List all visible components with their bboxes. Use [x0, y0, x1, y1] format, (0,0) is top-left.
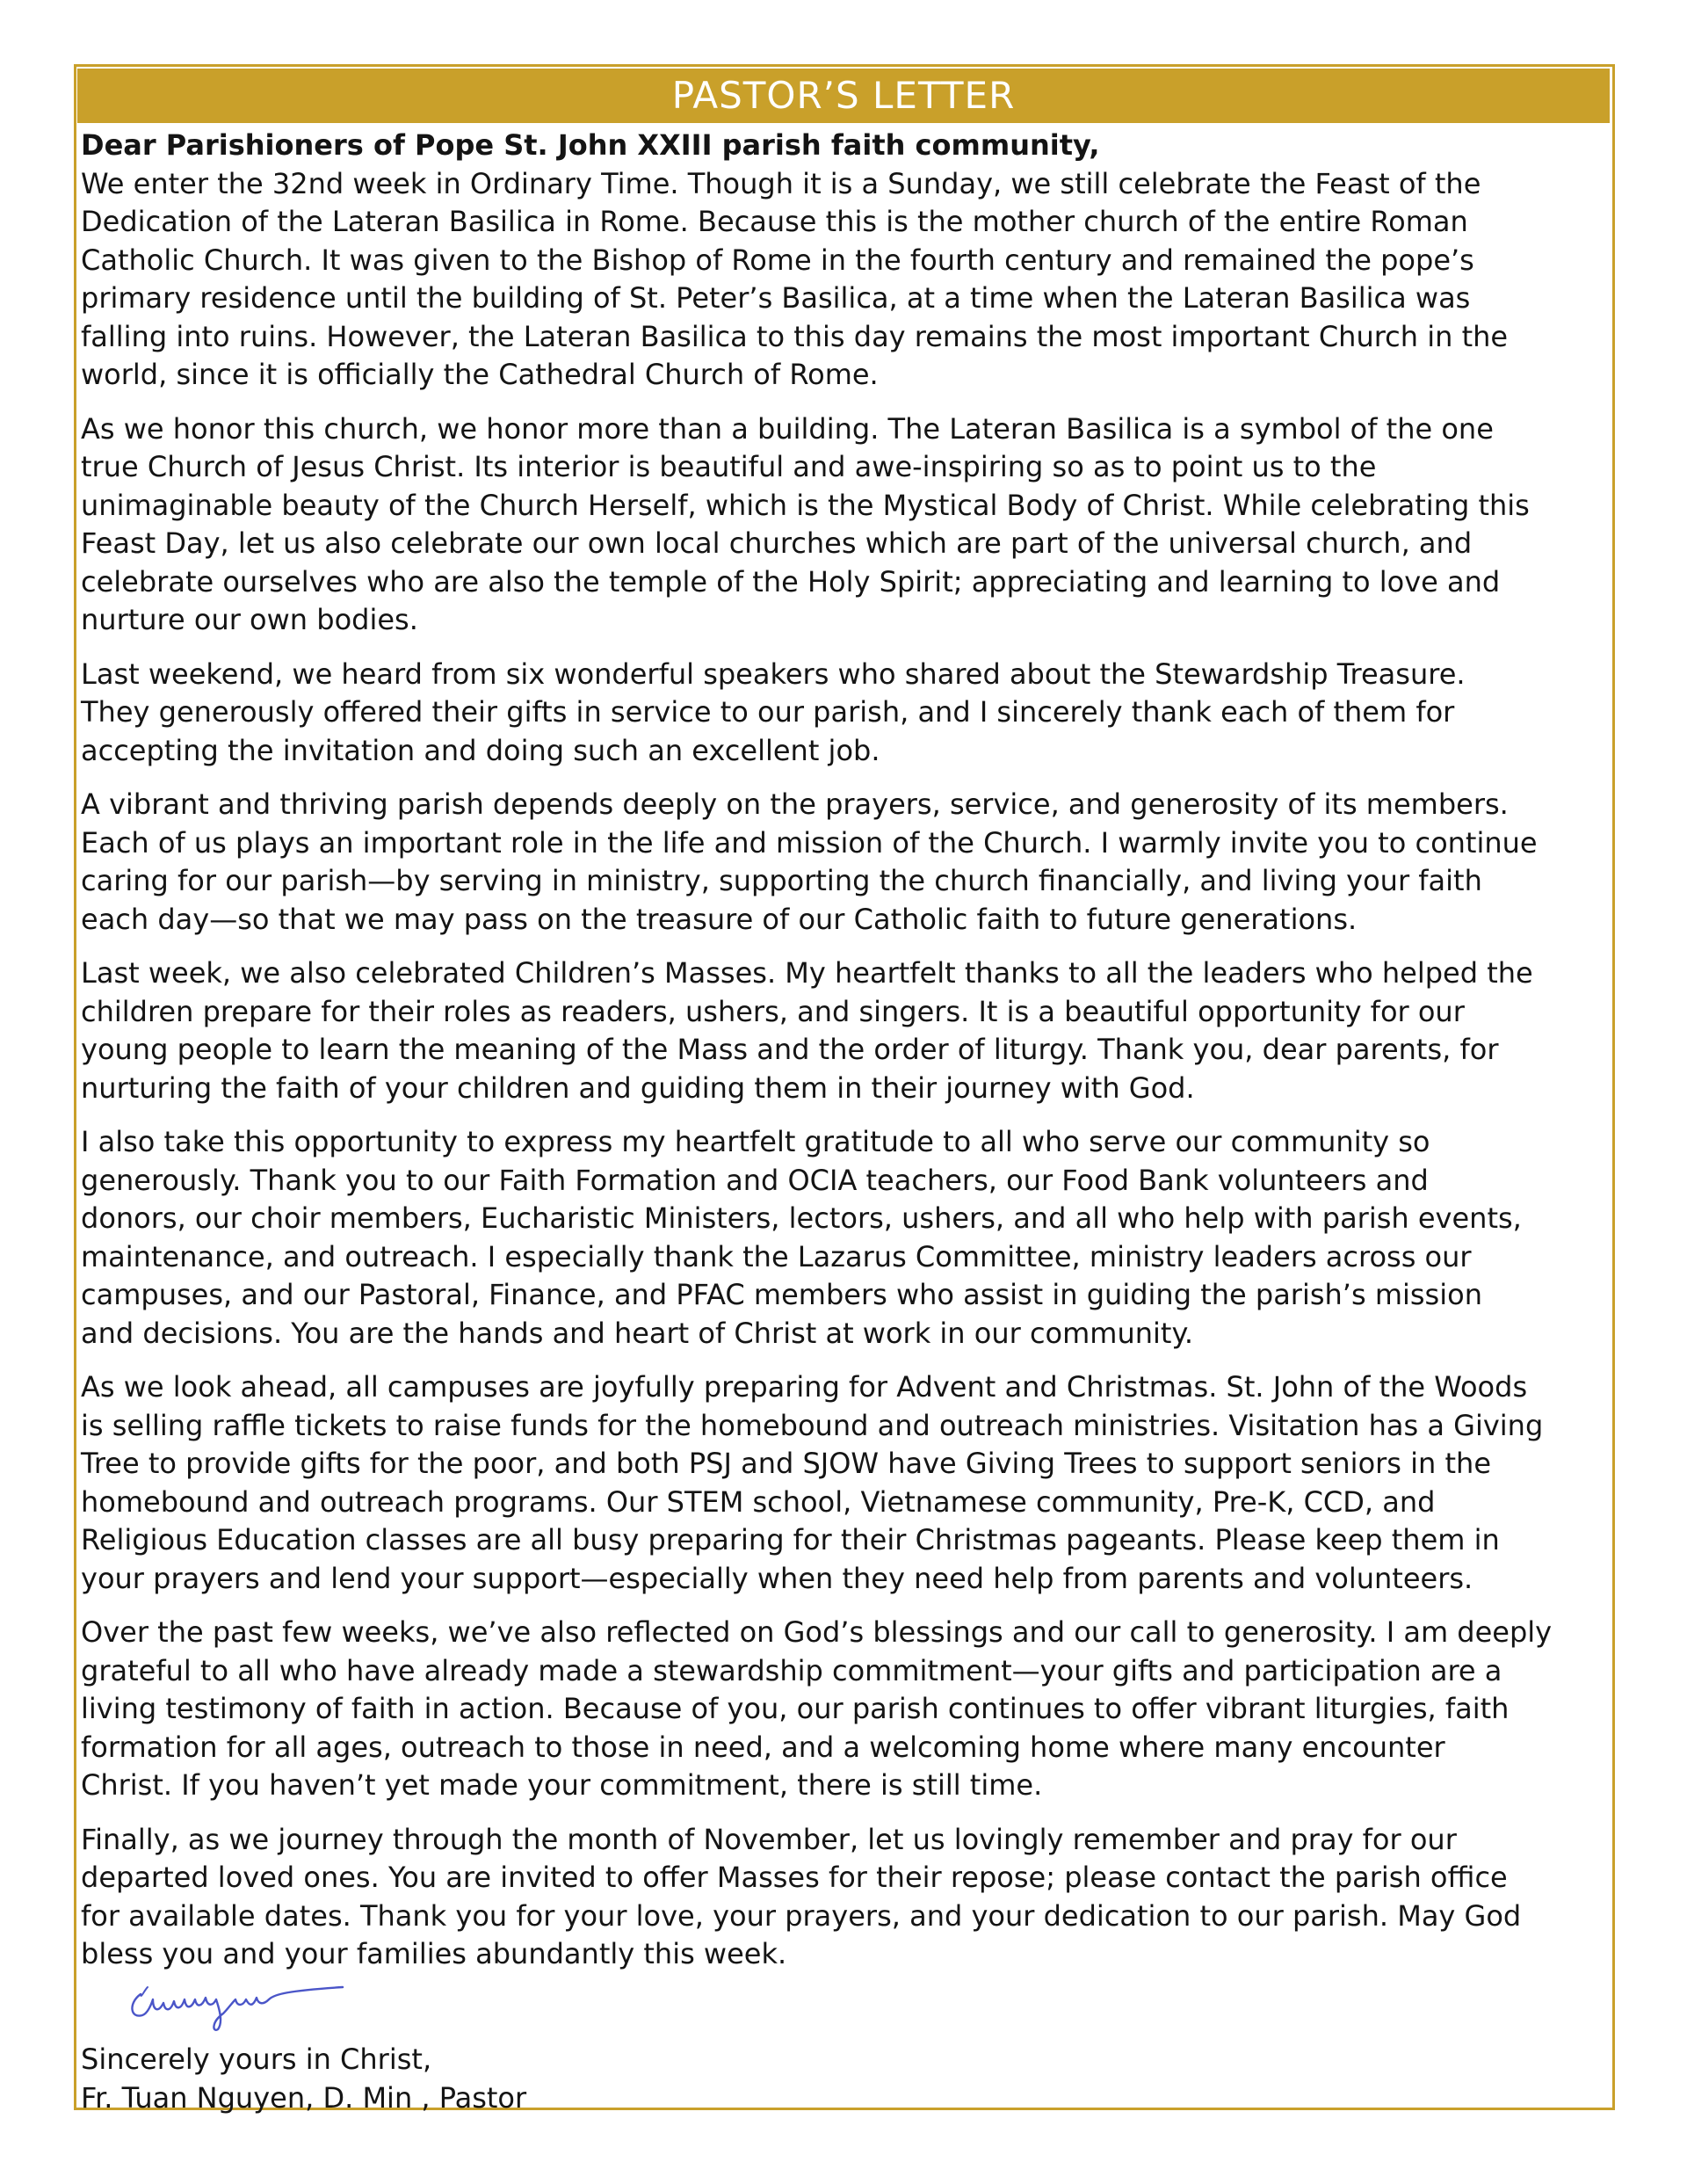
signature-image	[121, 1964, 350, 2035]
paragraph: A vibrant and thriving parish depends deeply on the prayers, service, and generosity of its members. Each of us plays an important role in the life and mission of the Church. I warmly invite you to continue caring for our parish—by serving in ministry, supporting the church financially, and living your faith each day—so that we may pass on the treasure of our Catholic faith to future generations.	[81, 787, 1538, 936]
paragraph: I also take this opportunity to express my heartfelt gratitude to all who serve our community so generously. Thank you to our Faith Formation and OCIA teachers, our Food Bank volunteers and donors, our choir members, Eucharistic Ministers, lectors, ushers, and all who help with parish events, maintenance, and outreach. I especially thank the Lazarus Committee, ministry leaders across our campuses, and our Pastoral, Finance, and PFAC members who assist in guiding the parish’s mission and decisions. You are the hands and heart of Christ at work in our community.	[81, 1125, 1522, 1350]
closing-line: Sincerely yours in Christ,	[81, 2043, 432, 2076]
paragraph: Last week, we also celebrated Children’s Masses. My heartfelt thanks to all the leaders who helped the children prepare for their roles as readers, ushers, and singers. It is a beautiful opportunity for our young people to learn the meaning of the Mass and the order of liturgy. Thank you, dear parents, for nurturing the faith of your children and guiding them in their journey with God.	[81, 956, 1533, 1105]
paragraph: Finally, as we journey through the month of November, let us lovingly remember and pray for our departed loved ones. You are invited to offer Masses for their repose; please contact the parish office for available dates. Thank you for your love, your prayers, and your dedication to our parish. May God bless you and your families abundantly this week.	[81, 1822, 1522, 1970]
salutation: Dear Parishioners of Pope St. John XXIII parish faith community,	[81, 128, 1100, 162]
paragraph: Last weekend, we heard from six wonderful speakers who shared about the Stewardship Treasure. They generously offered their gifts in service to our parish, and I sincerely thank each of them for accepting the invitation and doing such an excellent job.	[81, 657, 1466, 767]
closing-block	[81, 2041, 1135, 2117]
paragraph: We enter the 32nd week in Ordinary Time. Though it is a Sunday, we still celebrate the Feast of the Dedication of the Lateran Basilica in Rome. Because this is the mother church of the entire Roman Catholic Church. It was given to the Bishop of Rome in the fourth century and remained the pope’s primary residence until the building of St. Peter’s Basilica, at a time when the Lateran Basilica was falling into ruins. However, the Lateran Basilica to this day remains the most important Church in the world, since it is officially the Cathedral Church of Rome.	[81, 166, 1509, 391]
paragraph: As we honor this church, we honor more than a building. The Lateran Basilica is a symbol of the one true Church of Jesus Christ. Its interior is beautiful and awe-inspiring so as to point us to the unimaginable beauty of the Church Herself, which is the Mystical Body of Christ. While celebrating this Feast Day, let us also celebrate our own local churches which are part of the universal church, and celebrate ourselves who are also the temple of the Holy Spirit; appreciating and learning to love and nurture our own bodies.	[81, 411, 1530, 636]
signatory-name: Fr. Tuan Nguyen, D. Min , Pastor	[81, 2080, 527, 2115]
page-title: PASTOR’S LETTER	[77, 69, 1610, 123]
letter-body	[81, 127, 1610, 1990]
paragraph: As we look ahead, all campuses are joyfully preparing for Advent and Christmas. St. John of the Woods is selling raffle tickets to raise funds for the homebound and outreach ministries. Visitation has a Giving Tree to provide gifts for the poor, and both PSJ and SJOW have Giving Trees to support seniors in the homebound and outreach programs. Our STEM school, Vietnamese community, Pre-K, CCD, and Religious Education classes are all busy preparing for their Christmas pageants. Please keep them in your prayers and lend your support—especially when they need help from parents and volunteers.	[81, 1370, 1544, 1595]
paragraph: Over the past few weeks, we’ve also reflected on God’s blessings and our call to generosity. I am deeply grateful to all who have already made a stewardship commitment—your gifts and participation are a living testimony of faith in action. Because of you, our parish continues to offer vibrant liturgies, faith formation for all ages, outreach to those in need, and a welcoming home where many encounter Christ. If you haven’t yet made your commitment, there is still time.	[81, 1615, 1553, 1802]
